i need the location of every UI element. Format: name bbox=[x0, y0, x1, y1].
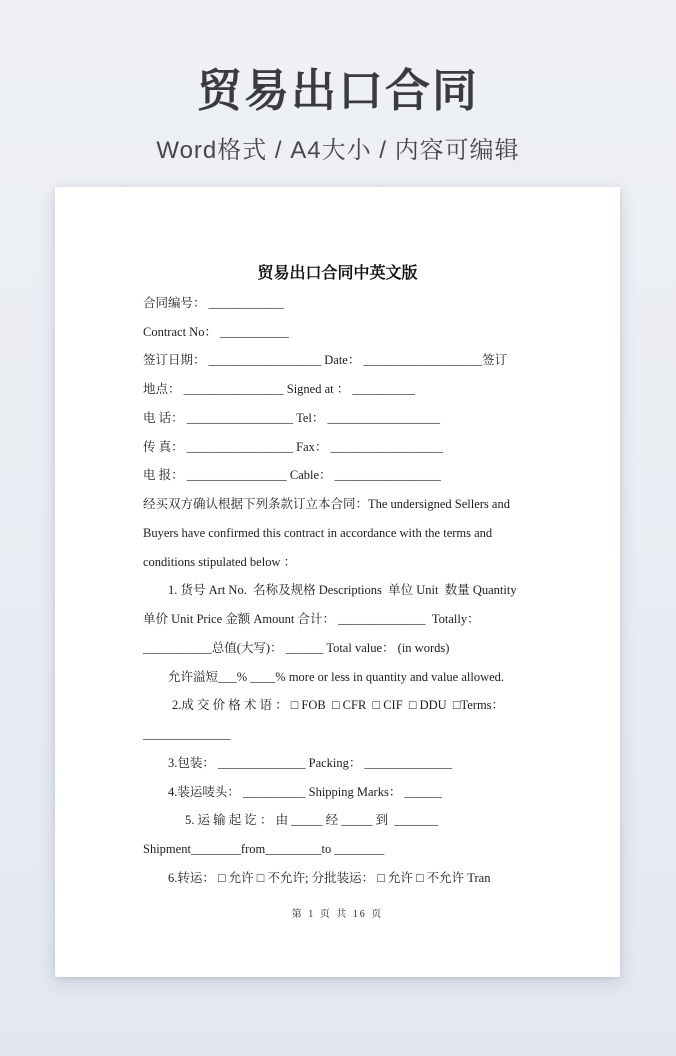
contract-clause-3: 3.包装： ______________ Packing： ______________ bbox=[168, 755, 453, 770]
contract-preamble-3: conditions stipulated below ： bbox=[143, 554, 297, 569]
page-number-footer: 第 1 页 共 16 页 bbox=[291, 909, 384, 920]
promo-subtitle: Word格式 / A4大小 / 内容可编辑 bbox=[156, 136, 520, 164]
document-title: 贸易出口合同中英文版 bbox=[257, 265, 418, 282]
contract-line-cable: 电 报： ________________ Cable： _________________ bbox=[143, 468, 441, 483]
contract-clause-5-shipment: Shipment________from_________to ________ bbox=[143, 842, 385, 856]
contract-clause-1d: 允许溢短___% ____% more or less in quantity and value allowed. bbox=[168, 669, 505, 684]
contract-clause-1a: 1. 货号 Art No. 名称及规格 Descriptions 单位 Unit 数量 Quantity bbox=[168, 583, 517, 598]
contract-clause-2: 2.成 交 价 格 术 语 ： □ FOB □ CFR □ CIF □ DDU □Terms： bbox=[172, 698, 505, 713]
contract-line-contract-no-cn: 合同编号： ____________ bbox=[143, 295, 284, 310]
contract-clause-2-blank: ______________ bbox=[143, 727, 231, 741]
document-page bbox=[55, 187, 620, 977]
contract-line-fax: 传 真： _________________ Fax： __________________ bbox=[143, 439, 444, 454]
promo-title: 贸易出口合同 bbox=[196, 65, 479, 116]
contract-preamble-2: Buyers have confirmed this contract in accordance with the terms and bbox=[143, 525, 493, 540]
document-body bbox=[55, 187, 620, 893]
contract-clause-4: 4.装运唛头： __________ Shipping Marks： ______ bbox=[168, 784, 442, 799]
contract-clause-1b: 单价 Unit Price 金额 Amount 合计： ______________ Totally： bbox=[143, 612, 480, 626]
contract-clause-1c: ___________总值(大写)： ______ Total value： (in words) bbox=[143, 640, 450, 655]
contract-preamble-1: 经买双方确认根据下列条款订立本合同：The undersigned Sellers and bbox=[143, 497, 510, 511]
contract-line-tel: 电 话： _________________ Tel： __________________ bbox=[143, 410, 441, 425]
contract-clause-6: 6.转运： □ 允许 □ 不允许; 分批装运： □ 允许 □ 不允许 Tran bbox=[168, 870, 491, 885]
contract-line-signed-at: 地点： ________________ Signed at ： __________ bbox=[143, 382, 415, 396]
contract-line-contract-no-en: Contract No： ___________ bbox=[143, 324, 289, 339]
contract-line-date: 签订日期： __________________ Date： ___________________签订 bbox=[143, 353, 508, 368]
promo-header bbox=[0, 0, 676, 165]
contract-clause-5: 5. 运 输 起 讫 ： 由 _____ 经 _____ 到 _______ bbox=[185, 813, 439, 828]
